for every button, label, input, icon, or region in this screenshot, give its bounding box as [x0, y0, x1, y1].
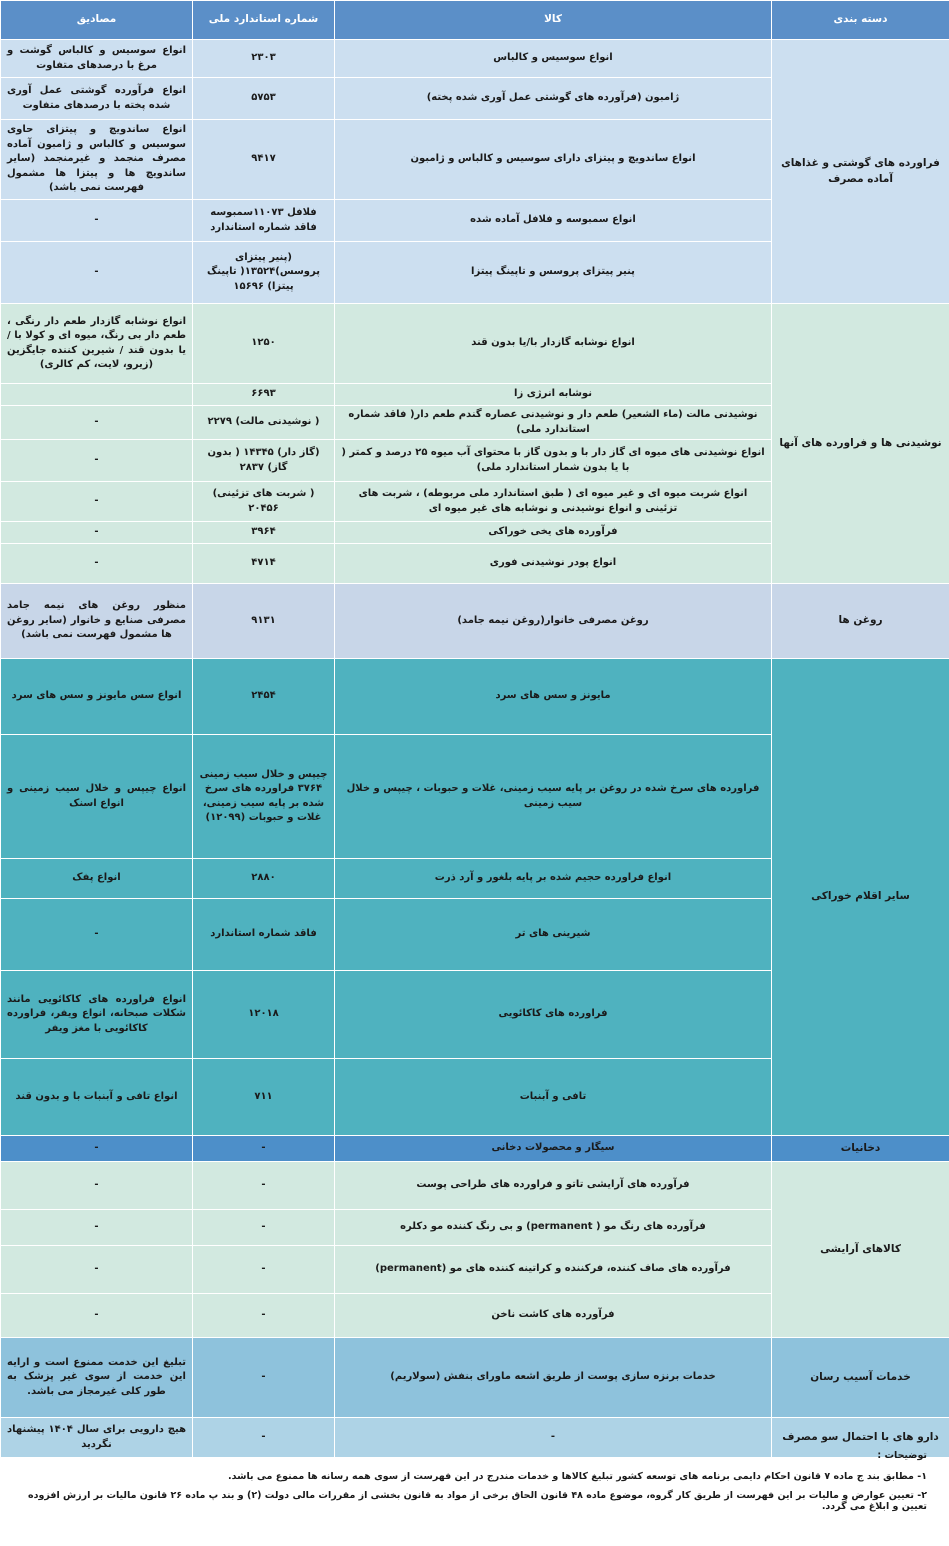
table-header-row	[1, 1, 949, 40]
product-cell: نوشابه انرژی زا	[335, 384, 772, 406]
standard-number-cell: فلافل ۱۱۰۷۳سمبوسه فاقد شماره استاندارد	[193, 200, 335, 242]
category-cell: فراورده های گوشتی و غذاهای آماده مصرف	[772, 40, 949, 304]
product-cell: فرآورده های رنگ مو ( permanent) و بی رنگ کننده مو دکلره	[335, 1210, 772, 1246]
examples-cell: انواع سوسیس و کالباس گوشت و مرغ با درصدهای متفاوت	[1, 40, 193, 78]
examples-cell	[1, 384, 193, 406]
standard-number-cell: ( نوشیدنی مالت) ۲۲۷۹	[193, 406, 335, 440]
product-cell: فراورده های سرخ شده در روغن بر پایه سیب زمینی، غلات و حبوبات ، چیپس و خلال سیب زمینی	[335, 735, 772, 859]
standard-number-cell: ۵۷۵۳	[193, 78, 335, 120]
examples-cell: انواع فرآورده گوشتی عمل آوری شده پخته با درصدهای متفاوت	[1, 78, 193, 120]
header-examples: مصادیق	[1, 1, 193, 40]
examples-cell: هیچ دارویی برای سال ۱۴۰۴ پیشنهاد نگردید	[1, 1418, 193, 1458]
examples-cell: -	[1, 440, 193, 482]
table-row	[1, 1136, 949, 1162]
product-cell: روغن مصرفی خانوار(روغن نیمه جامد)	[335, 584, 772, 659]
product-cell: شیرینی های تر	[335, 899, 772, 971]
examples-cell: انواع پفک	[1, 859, 193, 899]
standard-number-cell: ۴۷۱۴	[193, 544, 335, 584]
standard-number-cell: ۳۹۶۴	[193, 522, 335, 544]
examples-cell: انواع سس مایونز و سس های سرد	[1, 659, 193, 735]
standard-number-cell: چیپس و خلال سیب زمینی ۳۷۶۴ فراورده های سرخ شده بر پایه سیب زمینی، غلات و حبوبات (۱۲۰۹۹)	[193, 735, 335, 859]
note-item-2: ۲- تعیین عوارض و مالیات بر این فهرست از طریق کار گروه، موضوع ماده ۴۸ قانون الحاق برخی از مواد به قانون بخشی از مقررات مالی دولت (۲) و بند پ ماده ۲۶ قانون مالیات بر ارزش افزوده تعیین و ابلاغ می گردد.	[27, 1490, 927, 1512]
category-cell: دارو های با احتمال سو مصرف	[772, 1418, 949, 1458]
category-cell: کالاهای آرایشی	[772, 1162, 949, 1338]
examples-cell: -	[1, 1246, 193, 1294]
category-cell: خدمات آسیب رسان	[772, 1338, 949, 1418]
standard-number-cell: ۱۲۰۱۸	[193, 971, 335, 1059]
examples-cell: انواع تافی و آبنبات با و بدون قند	[1, 1059, 193, 1136]
notes-title: توضیحات :	[877, 1450, 927, 1461]
examples-cell: -	[1, 1210, 193, 1246]
table-row	[1, 1338, 949, 1418]
examples-cell: -	[1, 544, 193, 584]
table-row	[1, 659, 949, 735]
examples-cell: انواع نوشابه گازدار طعم دار رنگی ، طعم دار بی رنگ، میوه ای و کولا با /یا بدون قند / شیرین کننده جایگزین (زیرو، لایت، کم کالری)	[1, 304, 193, 384]
product-cell: انواع شربت میوه ای و غیر میوه ای ( طبق استاندارد ملی مربوطه) ، شربت های تزئینی و انواع نوشیدنی و نوشابه های غیر میوه ای	[335, 482, 772, 522]
product-cell: مایونز و سس های سرد	[335, 659, 772, 735]
standard-number-cell: (گاز دار) ۱۴۳۴۵ ( بدون گاز) ۲۸۳۷	[193, 440, 335, 482]
standard-number-cell: -	[193, 1162, 335, 1210]
category-cell: روغن ها	[772, 584, 949, 659]
category-cell: سایر اقلام خوراکی	[772, 659, 949, 1136]
examples-cell: انواع فراورده های کاکائویی مانند شکلات صبحانه، انواع ویفر، فراورده کاکائویی با مغز ویفر	[1, 971, 193, 1059]
examples-cell: -	[1, 899, 193, 971]
product-cell: فرآورده های کاشت ناخن	[335, 1294, 772, 1338]
examples-cell: -	[1, 1162, 193, 1210]
examples-cell: انواع ساندویچ و پیتزای حاوی سوسیس و کالباس و ژامبون آماده مصرف منجمد و غیرمنجمد (سایر ساندویچ ها و پیتزا ها مشمول فهرست نمی باشد)	[1, 120, 193, 200]
header-standard: شماره استاندارد ملی	[193, 1, 335, 40]
examples-cell: انواع چیپس و خلال سیب زمینی و انواع اسنک	[1, 735, 193, 859]
standard-number-cell: -	[193, 1136, 335, 1162]
product-cell: پنیر پیتزای پروسس و تاپینگ پیتزا	[335, 242, 772, 304]
standard-number-cell: (پنیر پیتزای پروسس)۱۳۵۲۴( تاپینگ پیتزا) ۱۵۶۹۶	[193, 242, 335, 304]
examples-cell: منظور روغن های نیمه جامد مصرفی صنایع و خانوار (سایر روغن ها مشمول فهرست نمی باشد)	[1, 584, 193, 659]
standard-number-cell: ۱۲۵۰	[193, 304, 335, 384]
standard-number-cell: فاقد شماره استاندارد	[193, 899, 335, 971]
standard-number-cell: ( شربت های تزئینی) ۲۰۴۵۶	[193, 482, 335, 522]
product-cell: انواع پودر نوشیدنی فوری	[335, 544, 772, 584]
product-cell: ژامبون (فرآورده های گوشتی عمل آوری شده پخته)	[335, 78, 772, 120]
product-cell: فرآورده های یخی خوراکی	[335, 522, 772, 544]
examples-cell: -	[1, 1136, 193, 1162]
product-cell: تافی و آبنبات	[335, 1059, 772, 1136]
standard-number-cell: -	[193, 1246, 335, 1294]
header-product: کالا	[335, 1, 772, 40]
examples-cell: -	[1, 406, 193, 440]
product-cell: انواع سوسیس و کالباس	[335, 40, 772, 78]
category-cell: دخانیات	[772, 1136, 949, 1162]
standard-number-cell: ۹۴۱۷	[193, 120, 335, 200]
standard-number-cell: -	[193, 1418, 335, 1458]
standard-number-cell: -	[193, 1338, 335, 1418]
product-cell: -	[335, 1418, 772, 1458]
standard-number-cell: ۷۱۱	[193, 1059, 335, 1136]
product-cell: انواع ساندویچ و پیتزای دارای سوسیس و کالباس و ژامبون	[335, 120, 772, 200]
header-category: دسته بندی	[772, 1, 949, 40]
table-row	[1, 304, 949, 384]
standard-number-cell: ۹۱۳۱	[193, 584, 335, 659]
product-cell: انواع نوشابه گازدار با/یا بدون قند	[335, 304, 772, 384]
examples-cell: -	[1, 242, 193, 304]
examples-cell: -	[1, 1294, 193, 1338]
examples-cell: -	[1, 200, 193, 242]
product-cell: انواع سمبوسه و فلافل آماده شده	[335, 200, 772, 242]
examples-cell: -	[1, 482, 193, 522]
standard-number-cell: ۲۳۰۳	[193, 40, 335, 78]
product-cell: خدمات برنزه سازی پوست از طریق اشعه ماورای بنفش (سولاریم)	[335, 1338, 772, 1418]
note-item-1: ۱- مطابق بند ج ماده ۷ قانون احکام دایمی برنامه های توسعه کشور تبلیغ کالاها و خدمات مندرج در این فهرست از سوی همه رسانه ها ممنوع می باشد.	[228, 1471, 927, 1482]
table-body	[1, 40, 949, 1458]
product-cell: نوشیدنی مالت (ماء الشعیر) طعم دار و نوشیدنی عصاره گندم طعم دار( فاقد شماره استاندارد ملی)	[335, 406, 772, 440]
table-row	[1, 584, 949, 659]
product-cell: فرآورده های آرایشی تاتو و فراورده های طراحی پوست	[335, 1162, 772, 1210]
standard-number-cell: -	[193, 1294, 335, 1338]
table-row	[1, 40, 949, 78]
product-cell: فرآورده های صاف کننده، فرکننده و کراتینه کننده های مو (permanent)	[335, 1246, 772, 1294]
examples-cell: -	[1, 522, 193, 544]
product-cell: سیگار و محصولات دخانی	[335, 1136, 772, 1162]
category-cell: نوشیدنی ها و فراورده های آنها	[772, 304, 949, 584]
table-row	[1, 1162, 949, 1210]
standard-number-cell: ۲۸۸۰	[193, 859, 335, 899]
product-cell: فراورده های کاکائویی	[335, 971, 772, 1059]
product-cell: انواع نوشیدنی های میوه ای گاز دار با و بدون گاز با محتوای آب میوه ۲۵ درصد و کمتر ( با یا بدون شمار استاندارد ملی)	[335, 440, 772, 482]
standard-number-cell: -	[193, 1210, 335, 1246]
standard-number-cell: ۲۴۵۴	[193, 659, 335, 735]
standard-number-cell: ۶۶۹۳	[193, 384, 335, 406]
examples-cell: تبلیغ این خدمت ممنوع است و ارایه این خدمت از سوی غیر پزشک به طور کلی غیرمجاز می باشد.	[1, 1338, 193, 1418]
product-cell: انواع فراورده حجیم شده بر پایه بلغور و آرد ذرت	[335, 859, 772, 899]
